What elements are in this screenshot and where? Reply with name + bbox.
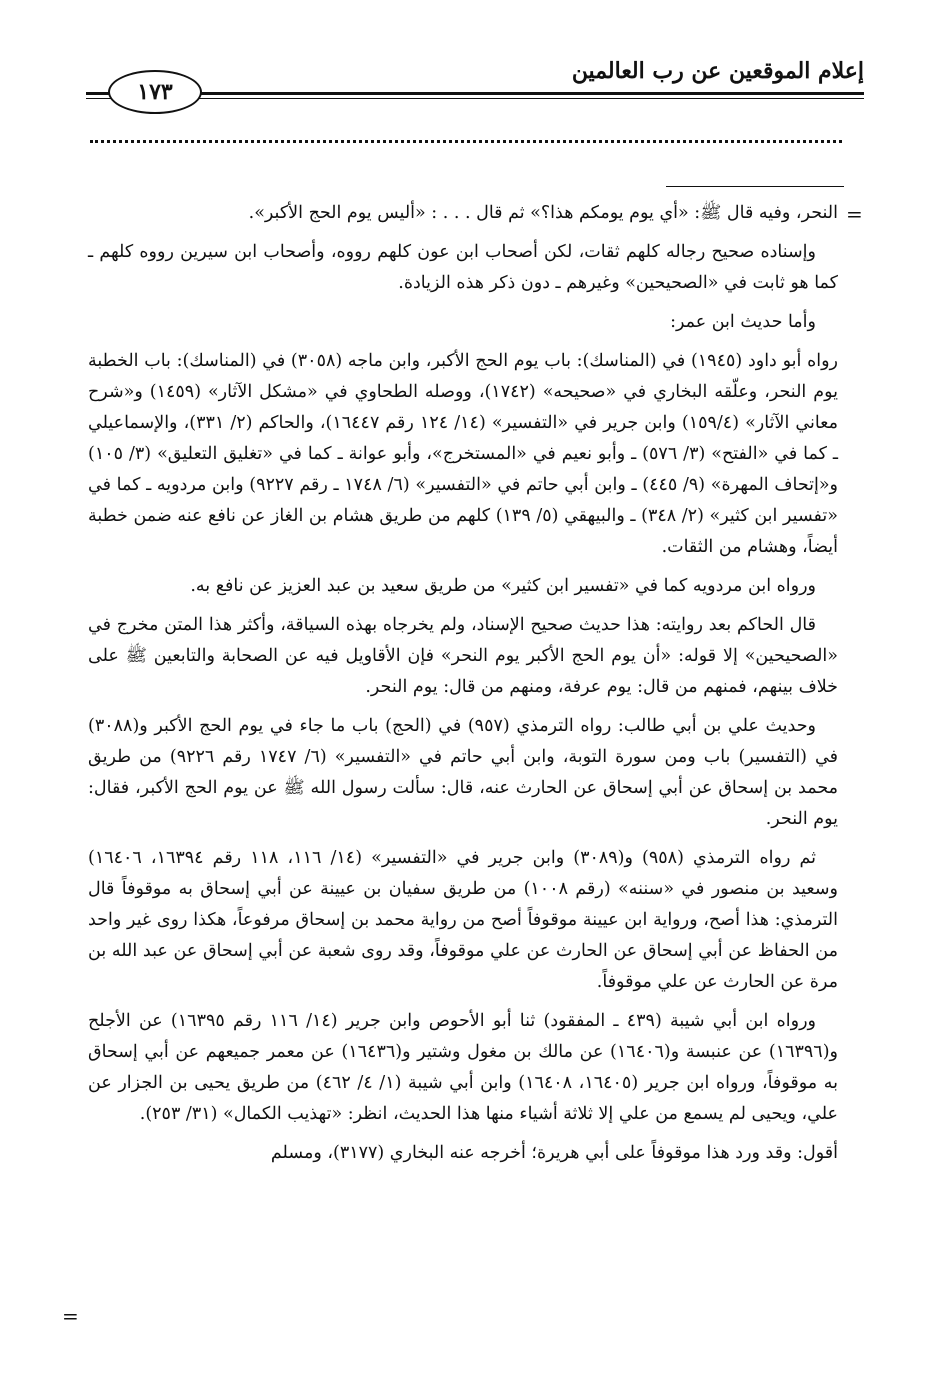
page-number: ١٧٣ — [108, 70, 202, 114]
continuation-mark-top: = — [846, 202, 863, 226]
paragraph: رواه أبو داود (١٩٤٥) في (المناسك): باب يوم الحج الأكبر، وابن ماجه (٣٠٥٨) في (المناسك): باب الخطبة يوم النحر، وعلّقه البخاري في «صحيحه» (١٧٤٢)، ووصله الطحاوي في «مشكل الآثار» (١٤٥٩) و«شرح معاني الآثار» (١٥٩/٤) وابن جرير في «التفسير» (١٤/ ١٢٤ رقم ١٦٤٤٧)، والحاكم (٢/ ٣٣١)، والإسماعيلي ـ كما في «الفتح» (٣/ ٥٧٦) ـ وأبو نعيم في «المستخرج»، وأبو عوانة ـ كما في «تغليق التعليق» (٣/ ١٠٥) و«إتحاف المهرة» (٩/ ٤٤٥) ـ وابن أبي حاتم في «التفسير» (٦/ ١٧٤٨ ـ رقم ٩٢٢٧) وابن مردويه ـ كما في «تفسير ابن كثير» (٢/ ٣٤٨) ـ والبيهقي (٥/ ١٣٩) كلهم من طريق هشام بن الغاز عن نافع عنه ضمن خطبة أيضاً، وهشام من الثقات. — [88, 351, 839, 557]
footnote-text — [88, 198, 838, 1177]
header-rule-thick — [86, 92, 864, 95]
paragraph: أقول: وقد ورد هذا موقوفاً على أبي هريرة؛ أخرجه عنه البخاري (٣١٧٧)، ومسلم — [270, 1143, 838, 1163]
book-title: إعلام الموقعين عن رب العالمين — [571, 58, 864, 84]
paragraph: وحديث علي بن أبي طالب: رواه الترمذي (٩٥٧) في (الحج) باب ما جاء في يوم الحج الأكبر و(٣٠٨٨) في (التفسير) باب ومن سورة التوبة، وابن أبي حاتم في «التفسير» (٦/ ١٧٤٧ رقم ٩٢٢٦) من طريق محمد بن إسحاق عن أبي إسحاق عن الحارث عنه، قال: سألت رسول الله ﷺ عن يوم الحج الأكبر، فقال: يوم النحر. — [88, 716, 839, 829]
paragraph: ورواه ابن مردويه كما في «تفسير ابن كثير» من طريق سعيد بن عبد العزيز عن نافع به. — [190, 576, 816, 596]
paragraph: ثم رواه الترمذي (٩٥٨) و(٣٠٨٩) وابن جرير في «التفسير» (١٤/ ١١٦، ١١٨ رقم ١٦٣٩٤، ١٦٤٠٦) وسعيد بن منصور في «سننه» (رقم ١٠٠٨) من طريق سفيان بن عيينة عن أبي إسحاق به موقوفاً قال الترمذي: هذا أصح، ورواية ابن عيينة موقوفاً أصح من رواية محمد بن إسحاق مرفوعاً، هكذا روى غير واحد من الحفاظ عن أبي إسحاق عن الحارث عن علي موقوفاً، وقد روى شعبة عن أبي إسحاق عن عبد الله بن مرة عن الحارث عن علي موقوفاً. — [88, 848, 838, 992]
paragraph: وأما حديث ابن عمر: — [670, 312, 816, 332]
paragraph: قال الحاكم بعد روايته: هذا حديث صحيح الإسناد، ولم يخرجاه بهذه السياقة، وأكثر هذا المتن مخرج في «الصحيحين» إلا قوله: «أن يوم الحج الأكبر يوم النحر» فإن الأقاويل فيه عن الصحابة والتابعين ﷺ على خلاف بينهم، فمنهم من قال: يوم عرفة، ومنهم من قال: يوم النحر. — [88, 615, 838, 697]
footnote-rule — [666, 186, 844, 187]
continuation-mark-bottom: = — [62, 1304, 79, 1328]
paragraph: وإسناده صحيح رجاله كلهم ثقات، لكن أصحاب ابن عون كلهم رووه، وأصحاب ابن سيرين رووه كلهم ـ كما هو ثابت في «الصحيحين» وغيرهم ـ دون ذكر هذه الزيادة. — [88, 242, 838, 293]
dotted-separator — [90, 140, 842, 143]
paragraph: النحر، وفيه قال ﷺ: «أي يوم يومكم هذا؟» ثم قال . . . : «أليس يوم الحج الأكبر». — [248, 203, 838, 223]
page-header — [86, 52, 864, 112]
paragraph: ورواه ابن أبي شيبة (٤٣٩ ـ المفقود) ثنا أبو الأحوص وابن جرير (١٤/ ١١٦ رقم ١٦٣٩٥) عن الأجلح و(١٦٣٩٦) عن عنبسة و(١٦٤٠٦) عن مالك بن مغول وشتير و(١٦٤٣٦) عن معمر جميعهم عن أبي إسحاق به موقوفاً، ورواه ابن جرير (١٦٤٠٥، ١٦٤٠٨) وابن أبي شيبة (١/ ٤/ ٤٦٢) من طريق يحيى بن الجزار عن علي، ويحيى لم يسمع من علي إلا ثلاثة أشياء منها هذا الحديث، انظر: «تهذيب الكمال» (٣١/ ٢٥٣). — [88, 1011, 838, 1124]
header-rule-thin — [86, 98, 864, 99]
